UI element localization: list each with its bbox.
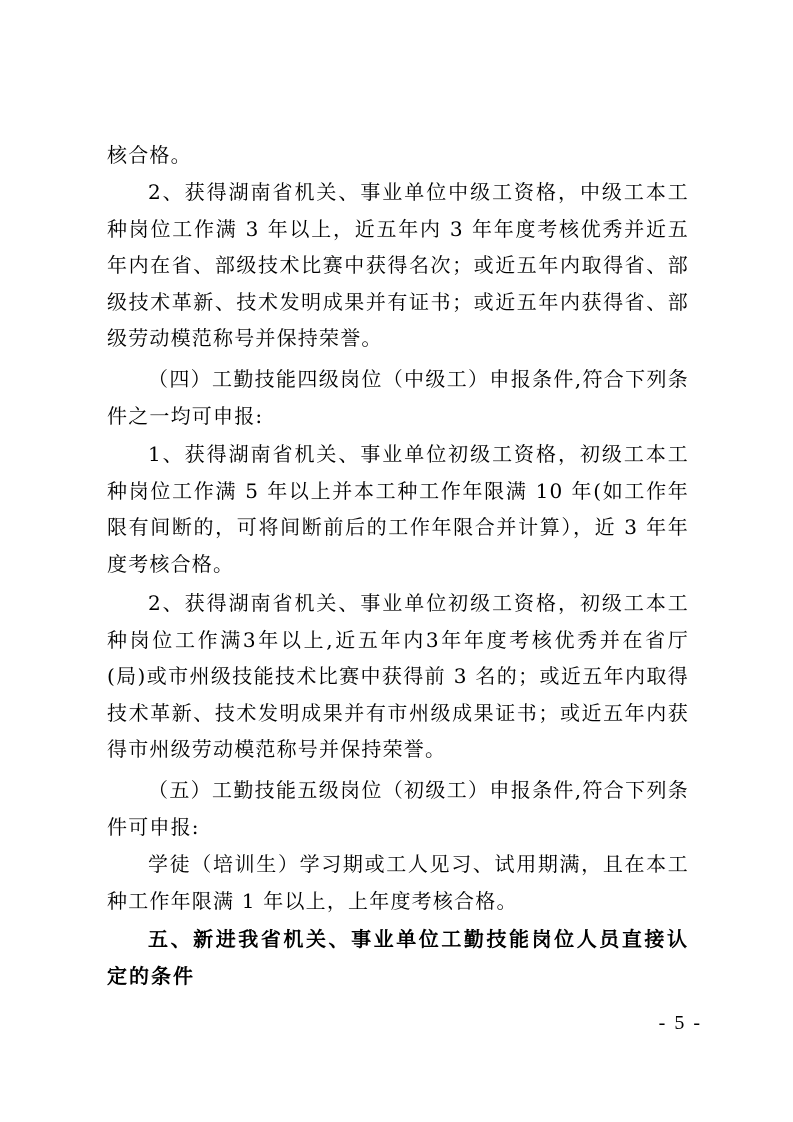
section-heading: 五、新进我省机关、事业单位工勤技能岗位人员直接认定的条件 — [107, 927, 689, 988]
paragraph-section-5-title: （五）工勤技能五级岗位（初级工）申报条件,符合下列条件可申报: — [107, 778, 689, 839]
page-number: - 5 - — [658, 1012, 702, 1034]
paragraph-apprentice: 学徒（培训生）学习期或工人见习、试用期满，且在本工种工作年限满 1 年以上，上年度考核合格。 — [107, 852, 689, 913]
paragraph-item-2-junior: 2、获得湖南省机关、事业单位初级工资格，初级工本工种岗位工作满3年以上,近五年内3年年度考核优秀并在省厅(局)或市州级技能技术比赛中获得前 3 名的；或近五年内取得技术革新、技术发明成果并有市州级成果证书；或近五年内获得市州级劳动模范称号并保持荣誉。 — [107, 591, 689, 762]
paragraph-item-1-junior: 1、获得湖南省机关、事业单位初级工资格，初级工本工种岗位工作满 5 年以上并本工种工作年限满 10 年(如工作年限有间断的，可将间断前后的工作年限合并计算），近 3 年年度考核合格。 — [107, 442, 689, 576]
paragraph-continuation: 核合格。 — [107, 143, 192, 167]
paragraph-item-2-intermediate: 2、获得湖南省机关、事业单位中级工资格，中级工本工种岗位工作满 3 年以上，近五年内 3 年年度考核优秀并近五年内在省、部级技术比赛中获得名次；或近五年内取得省、部级技术革新、技术发明成果并有证书；或近五年内获得省、部级劳动模范称号并保持荣誉。 — [107, 180, 689, 351]
paragraph-section-4-title: （四）工勤技能四级岗位（中级工）申报条件,符合下列条件之一均可申报: — [107, 367, 689, 428]
